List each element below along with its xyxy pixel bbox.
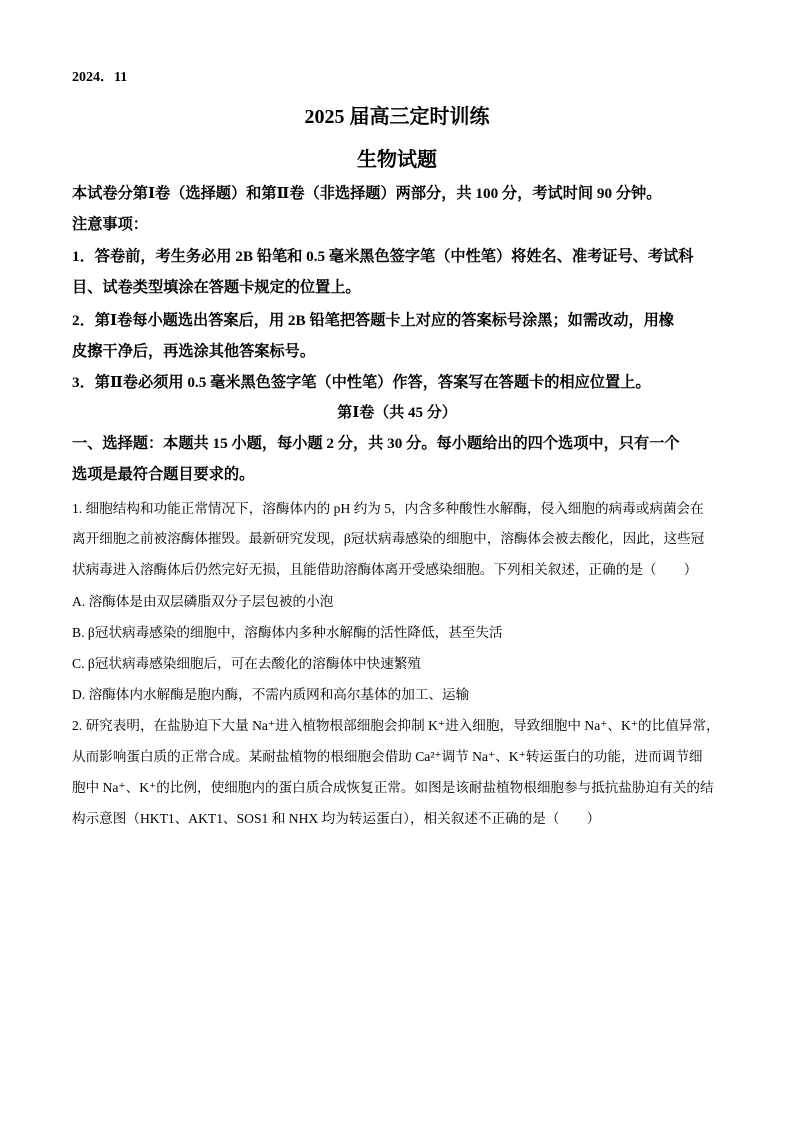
exam-title: 2025 届高三定时训练 [304,106,490,128]
section-instructions-line-2: 选项是最符合题目要求的。 [72,466,255,483]
note-2-line-1: 2．第Ⅰ卷每小题选出答案后，用 2B 铅笔把答题卡上对应的答案标号涂黑；如需改动，用橡 [72,312,674,329]
question-2-stem-line-1: 2. 研究表明，在盐胁迫下大量 Na⁺进入植物根部细胞会抑制 K⁺进入细胞，导致细胞中 Na⁺、K⁺的比值异常， [72,718,720,733]
note-2-line-2: 皮擦干净后，再选涂其他答案标号。 [72,343,315,360]
question-2-stem-line-2: 从而影响蛋白质的正常合成。某耐盐植物的根细胞会借助 Ca²⁺调节 Na⁺、K⁺转运蛋白的功能，进而调节细 [72,749,703,764]
question-1-stem-line-3: 状病毒进入溶酶体后仍然完好无损，且能借助溶酶体离开受感染细胞。下列相关叙述，正确的是（ ） [72,562,698,577]
question-1-stem-line-1: 1. 细胞结构和功能正常情况下，溶酶体内的 pH 约为 5，内含多种酸性水解酶，侵入细胞的病毒或病菌会在 [72,501,704,516]
exam-subtitle: 生物试题 [357,149,437,171]
question-1-option-a: A. 溶酶体是由双层磷脂双分子层包被的小泡 [72,594,334,609]
notes-heading: 注意事项： [72,216,148,233]
question-1-option-d: D. 溶酶体内水解酶是胞内酶，不需内质网和高尔基体的加工、运输 [72,687,470,702]
question-2-stem-line-4: 构示意图（HKT1、AKT1、SOS1 和 NHX 均为转运蛋白），相关叙述不正确的是（ ） [72,811,601,826]
note-1-line-2: 目、试卷类型填涂在答题卡规定的位置上。 [72,279,361,296]
exam-intro: 本试卷分第Ⅰ卷（选择题）和第Ⅱ卷（非选择题）两部分，共 100 分，考试时间 90 分钟。 [72,185,662,202]
question-1-option-c: C. β冠状病毒感染细胞后，可在去酸化的溶酶体中快速繁殖 [72,656,422,671]
question-1-stem-line-2: 离开细胞之前被溶酶体摧毁。最新研究发现，β冠状病毒感染的细胞中，溶酶体会被去酸化，因此，这些冠 [72,531,705,546]
question-1-option-b: B. β冠状病毒感染的细胞中，溶酶体内多种水解酶的活性降低，甚至失活 [72,625,503,640]
note-1-line-1: 1．答卷前，考生务必用 2B 铅笔和 0.5 毫米黑色签字笔（中性笔）将姓名、准考证号、考试科 [72,248,694,265]
exam-date: 2024．11 [72,70,128,85]
section-instructions-line-1: 一、选择题：本题共 15 小题，每小题 2 分，共 30 分。每小题给出的四个选项中，只有一个 [72,435,680,452]
question-2-stem-line-3: 胞中 Na⁺、K⁺的比例，使细胞内的蛋白质合成恢复正常。如图是该耐盐植物根细胞参与抵抗盐胁迫有关的结 [72,780,714,795]
note-3-line-1: 3．第Ⅱ卷必须用 0.5 毫米黑色签字笔（中性笔）作答，答案写在答题卡的相应位置上。 [72,374,651,391]
section-title: 第Ⅰ卷（共 45 分） [337,405,457,421]
